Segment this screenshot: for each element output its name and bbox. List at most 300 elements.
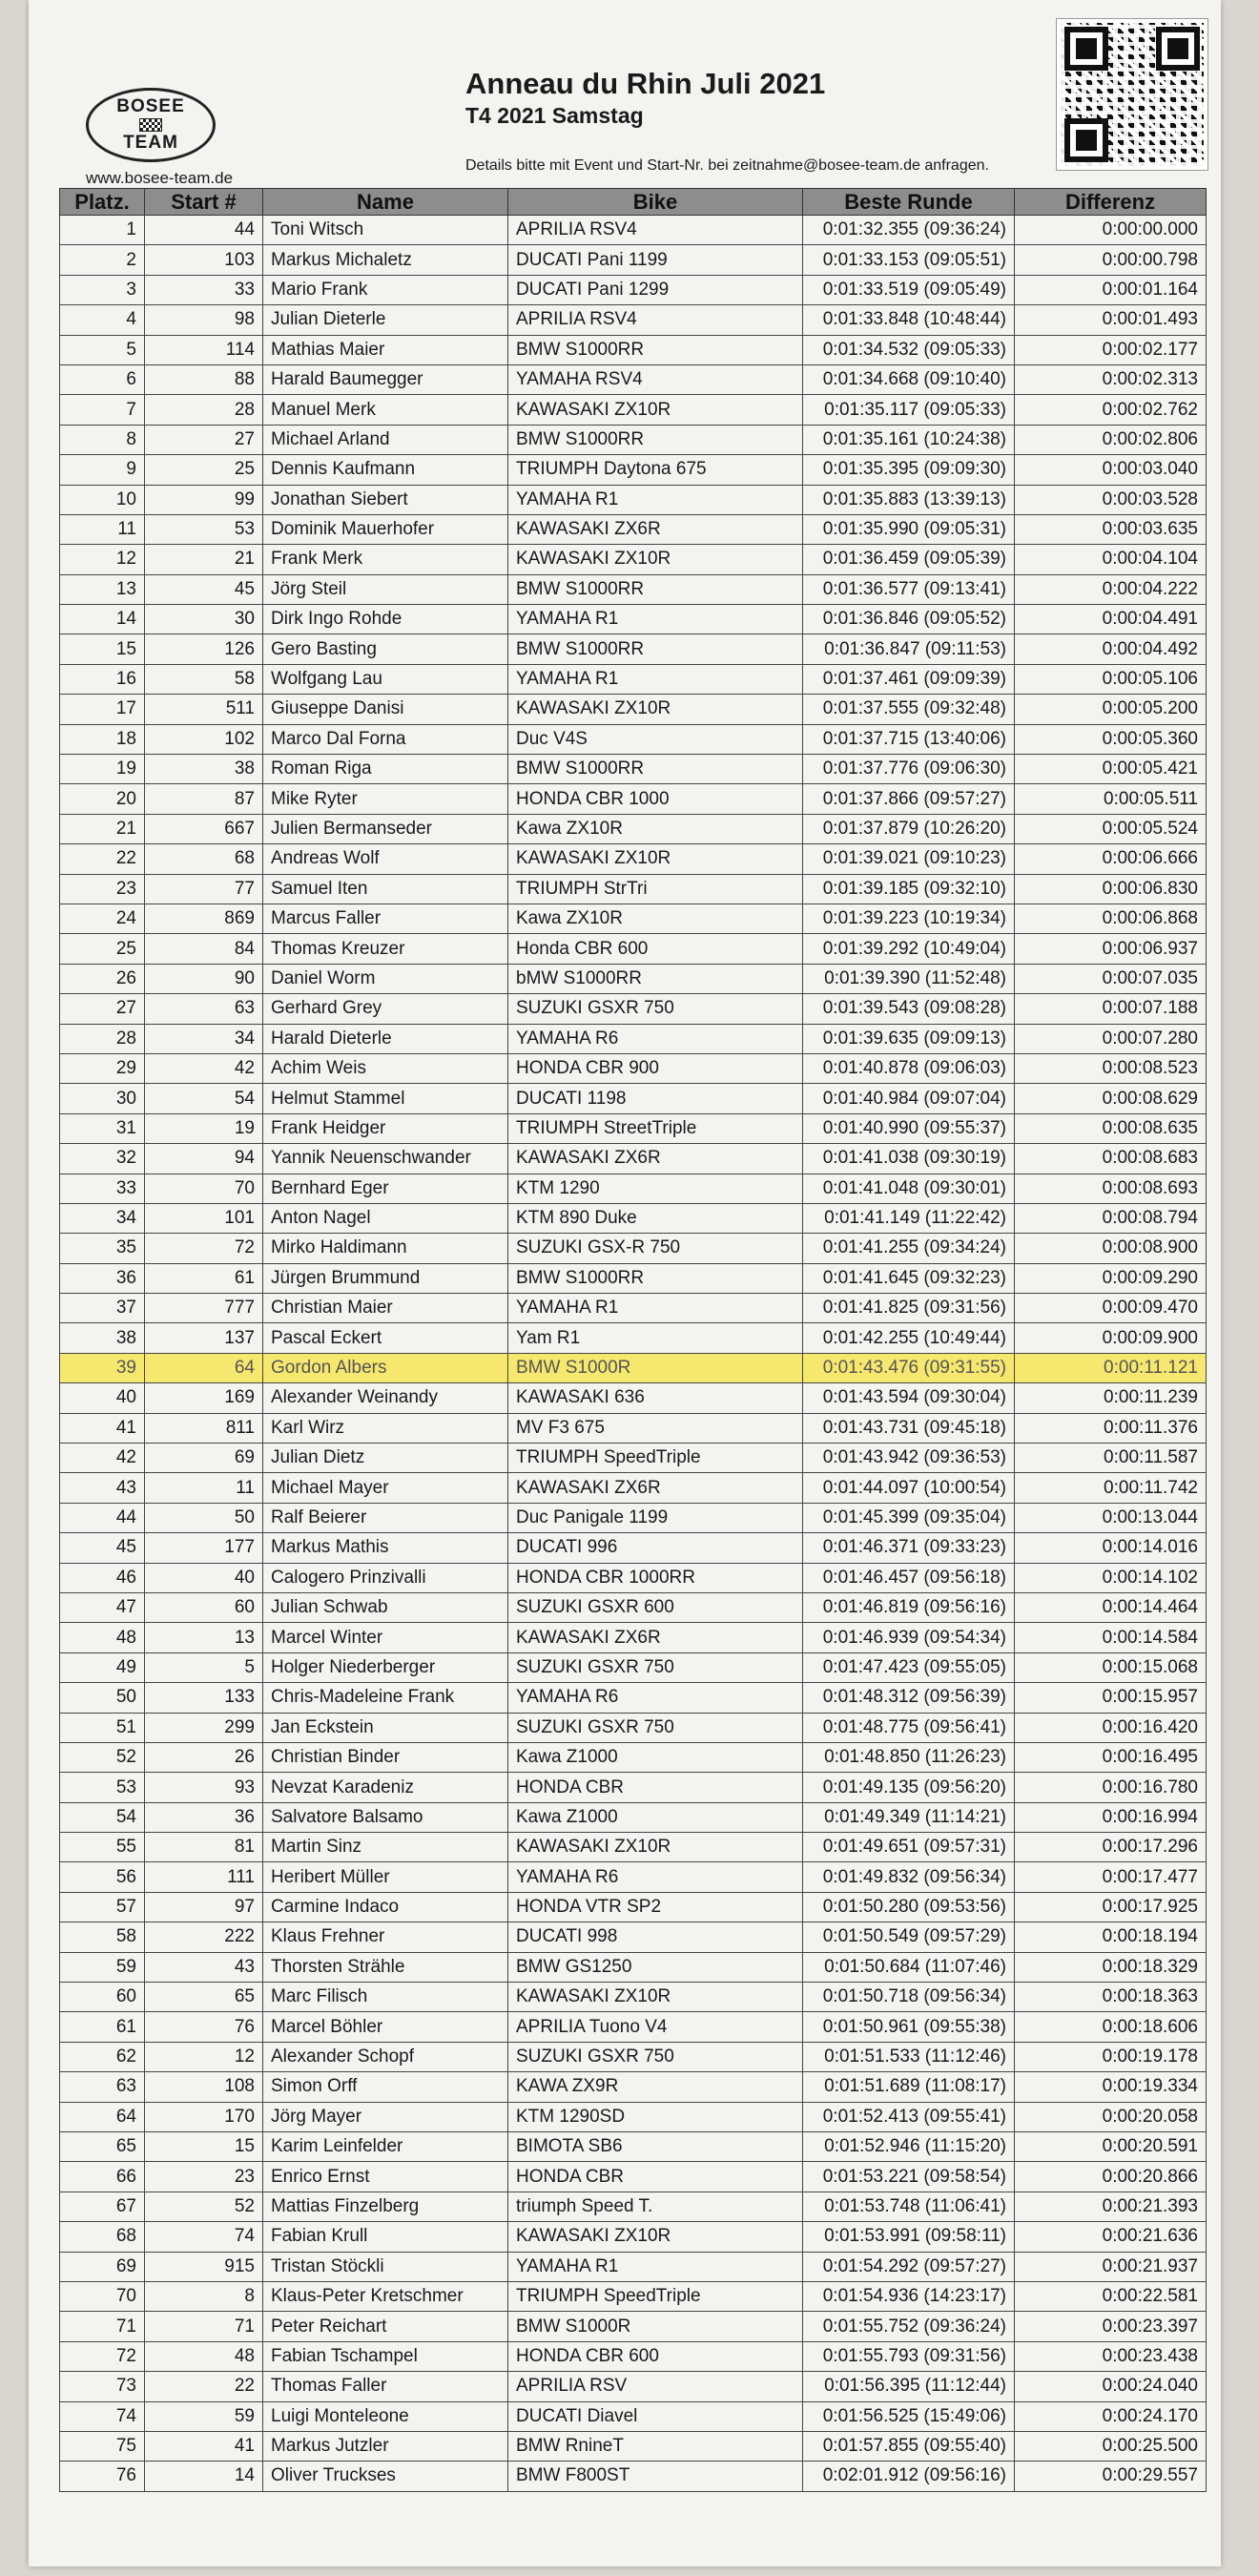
col-header-best-lap: Beste Runde <box>803 189 1015 216</box>
rider-name-cell: Bernhard Eger <box>263 1174 508 1203</box>
start-number-cell: 8 <box>145 2281 263 2311</box>
table-row <box>60 1144 1207 1174</box>
rider-name-cell: Yannik Neuenschwander <box>263 1144 508 1174</box>
bike-cell: SUZUKI GSXR 750 <box>508 1652 803 1682</box>
best-lap-cell: 0:01:35.395 (09:09:30) <box>803 455 1015 485</box>
best-lap-cell: 0:01:51.533 (11:12:46) <box>803 2042 1015 2071</box>
best-lap-cell: 0:01:53.748 (11:06:41) <box>803 2192 1015 2221</box>
bike-cell: BMW S1000RR <box>508 1263 803 1293</box>
rider-name-cell: Frank Heidger <box>263 1113 508 1143</box>
place-cell: 45 <box>60 1533 145 1563</box>
logo-word-bottom: TEAM <box>123 133 178 153</box>
rider-name-cell: Frank Merk <box>263 545 508 574</box>
bike-cell: DUCATI Pani 1199 <box>508 245 803 275</box>
best-lap-cell: 0:01:40.878 (09:06:03) <box>803 1053 1015 1083</box>
best-lap-cell: 0:01:45.399 (09:35:04) <box>803 1503 1015 1532</box>
best-lap-cell: 0:01:54.292 (09:57:27) <box>803 2252 1015 2281</box>
best-lap-cell: 0:01:57.855 (09:55:40) <box>803 2431 1015 2461</box>
details-note: Details bitte mit Event und Start-Nr. bei zeitnahme@bosee-team.de anfragen. <box>465 157 989 174</box>
start-number-cell: 45 <box>145 574 263 604</box>
start-number-cell: 41 <box>145 2431 263 2461</box>
place-cell: 74 <box>60 2401 145 2431</box>
start-number-cell: 21 <box>145 545 263 574</box>
start-number-cell: 15 <box>145 2132 263 2162</box>
bike-cell: YAMAHA RSV4 <box>508 364 803 394</box>
start-number-cell: 81 <box>145 1833 263 1862</box>
rider-name-cell: Chris-Madeleine Frank <box>263 1683 508 1713</box>
place-cell: 53 <box>60 1773 145 1802</box>
table-row <box>60 305 1207 335</box>
rider-name-cell: Daniel Worm <box>263 964 508 993</box>
rider-name-cell: Manuel Merk <box>263 395 508 425</box>
table-row <box>60 1383 1207 1413</box>
start-number-cell: 915 <box>145 2252 263 2281</box>
difference-cell: 0:00:08.794 <box>1015 1203 1207 1233</box>
best-lap-cell: 0:01:34.532 (09:05:33) <box>803 335 1015 364</box>
bike-cell: APRILIA RSV4 <box>508 216 803 245</box>
difference-cell: 0:00:17.296 <box>1015 1833 1207 1862</box>
bike-cell: Kawa ZX10R <box>508 814 803 843</box>
best-lap-cell: 0:01:51.689 (11:08:17) <box>803 2072 1015 2102</box>
table-row <box>60 2462 1207 2491</box>
rider-name-cell: Dirk Ingo Rohde <box>263 605 508 634</box>
difference-cell: 0:00:07.188 <box>1015 994 1207 1024</box>
rider-name-cell: Gordon Albers <box>263 1353 508 1382</box>
place-cell: 8 <box>60 425 145 454</box>
table-row <box>60 1533 1207 1563</box>
table-row <box>60 2132 1207 2162</box>
difference-cell: 0:00:24.040 <box>1015 2372 1207 2401</box>
bike-cell: KAWASAKI ZX10R <box>508 1983 803 2012</box>
place-cell: 32 <box>60 1144 145 1174</box>
table-row <box>60 2431 1207 2461</box>
difference-cell: 0:00:20.866 <box>1015 2162 1207 2192</box>
difference-cell: 0:00:07.035 <box>1015 964 1207 993</box>
start-number-cell: 58 <box>145 664 263 694</box>
start-number-cell: 5 <box>145 1652 263 1682</box>
place-cell: 24 <box>60 904 145 933</box>
table-row <box>60 844 1207 874</box>
rider-name-cell: Helmut Stammel <box>263 1084 508 1113</box>
place-cell: 26 <box>60 964 145 993</box>
bike-cell: DUCATI 998 <box>508 1922 803 1952</box>
best-lap-cell: 0:01:50.549 (09:57:29) <box>803 1922 1015 1952</box>
best-lap-cell: 0:01:41.825 (09:31:56) <box>803 1294 1015 1323</box>
start-number-cell: 12 <box>145 2042 263 2071</box>
place-cell: 10 <box>60 485 145 514</box>
start-number-cell: 94 <box>145 1144 263 1174</box>
bike-cell: KAWASAKI ZX10R <box>508 395 803 425</box>
bike-cell: KTM 1290SD <box>508 2102 803 2131</box>
difference-cell: 0:00:09.290 <box>1015 1263 1207 1293</box>
difference-cell: 0:00:06.830 <box>1015 874 1207 904</box>
difference-cell: 0:00:18.194 <box>1015 1922 1207 1952</box>
place-cell: 37 <box>60 1294 145 1323</box>
place-cell: 56 <box>60 1862 145 1892</box>
rider-name-cell: Dennis Kaufmann <box>263 455 508 485</box>
rider-name-cell: Nevzat Karadeniz <box>263 1773 508 1802</box>
difference-cell: 0:00:11.121 <box>1015 1353 1207 1382</box>
place-cell: 64 <box>60 2102 145 2131</box>
bike-cell: KAWASAKI ZX6R <box>508 1623 803 1652</box>
start-number-cell: 36 <box>145 1802 263 1832</box>
best-lap-cell: 0:01:33.519 (09:05:49) <box>803 275 1015 304</box>
difference-cell: 0:00:08.693 <box>1015 1174 1207 1203</box>
rider-name-cell: Ralf Beierer <box>263 1503 508 1532</box>
rider-name-cell: Marc Filisch <box>263 1983 508 2012</box>
bike-cell: Kawa Z1000 <box>508 1742 803 1772</box>
best-lap-cell: 0:01:49.349 (11:14:21) <box>803 1802 1015 1832</box>
rider-name-cell: Julian Dieterle <box>263 305 508 335</box>
bike-cell: KAWASAKI ZX6R <box>508 1473 803 1503</box>
table-row <box>60 364 1207 394</box>
rider-name-cell: Mattias Finzelberg <box>263 2192 508 2221</box>
rider-name-cell: Gerhard Grey <box>263 994 508 1024</box>
difference-cell: 0:00:05.360 <box>1015 724 1207 754</box>
rider-name-cell: Achim Weis <box>263 1053 508 1083</box>
table-row <box>60 1323 1207 1353</box>
best-lap-cell: 0:01:50.684 (11:07:46) <box>803 1952 1015 1982</box>
bike-cell: KAWASAKI 636 <box>508 1383 803 1413</box>
difference-cell: 0:00:04.222 <box>1015 574 1207 604</box>
col-header-place: Platz. <box>60 189 145 216</box>
page-subtitle: T4 2021 Samstag <box>465 103 644 128</box>
start-number-cell: 22 <box>145 2372 263 2401</box>
best-lap-cell: 0:01:41.645 (09:32:23) <box>803 1263 1015 1293</box>
best-lap-cell: 0:01:50.280 (09:53:56) <box>803 1892 1015 1922</box>
start-number-cell: 84 <box>145 934 263 964</box>
start-number-cell: 170 <box>145 2102 263 2131</box>
bike-cell: BMW S1000RR <box>508 755 803 784</box>
rider-name-cell: Thomas Faller <box>263 2372 508 2401</box>
place-cell: 38 <box>60 1323 145 1353</box>
rider-name-cell: Martin Sinz <box>263 1833 508 1862</box>
start-number-cell: 38 <box>145 755 263 784</box>
table-row <box>60 814 1207 843</box>
bike-cell: APRILIA RSV <box>508 2372 803 2401</box>
start-number-cell: 59 <box>145 2401 263 2431</box>
difference-cell: 0:00:11.742 <box>1015 1473 1207 1503</box>
start-number-cell: 90 <box>145 964 263 993</box>
start-number-cell: 23 <box>145 2162 263 2192</box>
rider-name-cell: Julian Dietz <box>263 1444 508 1473</box>
difference-cell: 0:00:03.040 <box>1015 455 1207 485</box>
best-lap-cell: 0:01:37.776 (09:06:30) <box>803 755 1015 784</box>
rider-name-cell: Jörg Mayer <box>263 2102 508 2131</box>
table-row <box>60 335 1207 364</box>
place-cell: 23 <box>60 874 145 904</box>
difference-cell: 0:00:11.376 <box>1015 1413 1207 1443</box>
best-lap-cell: 0:01:41.255 (09:34:24) <box>803 1234 1015 1263</box>
difference-cell: 0:00:09.470 <box>1015 1294 1207 1323</box>
table-row <box>60 1413 1207 1443</box>
best-lap-cell: 0:01:36.577 (09:13:41) <box>803 574 1015 604</box>
start-number-cell: 103 <box>145 245 263 275</box>
difference-cell: 0:00:13.044 <box>1015 1503 1207 1532</box>
rider-name-cell: Wolfgang Lau <box>263 664 508 694</box>
table-row <box>60 2072 1207 2102</box>
best-lap-cell: 0:01:56.395 (11:12:44) <box>803 2372 1015 2401</box>
best-lap-cell: 0:01:49.651 (09:57:31) <box>803 1833 1015 1862</box>
start-number-cell: 811 <box>145 1413 263 1443</box>
table-row <box>60 455 1207 485</box>
start-number-cell: 97 <box>145 1892 263 1922</box>
start-number-cell: 13 <box>145 1623 263 1652</box>
difference-cell: 0:00:03.635 <box>1015 514 1207 544</box>
place-cell: 25 <box>60 934 145 964</box>
rider-name-cell: Jan Eckstein <box>263 1713 508 1742</box>
rider-name-cell: Oliver Truckses <box>263 2462 508 2491</box>
start-number-cell: 777 <box>145 1294 263 1323</box>
difference-cell: 0:00:14.016 <box>1015 1533 1207 1563</box>
bike-cell: KAWASAKI ZX10R <box>508 844 803 874</box>
rider-name-cell: Michael Arland <box>263 425 508 454</box>
table-row <box>60 245 1207 275</box>
bike-cell: SUZUKI GSXR 750 <box>508 1713 803 1742</box>
difference-cell: 0:00:02.313 <box>1015 364 1207 394</box>
start-number-cell: 102 <box>145 724 263 754</box>
place-cell: 72 <box>60 2341 145 2371</box>
table-row <box>60 1024 1207 1053</box>
rider-name-cell: Enrico Ernst <box>263 2162 508 2192</box>
table-row <box>60 634 1207 664</box>
best-lap-cell: 0:01:37.866 (09:57:27) <box>803 784 1015 814</box>
difference-cell: 0:00:06.868 <box>1015 904 1207 933</box>
bike-cell: BMW S1000RR <box>508 634 803 664</box>
table-row <box>60 514 1207 544</box>
rider-name-cell: Fabian Tschampel <box>263 2341 508 2371</box>
difference-cell: 0:00:20.591 <box>1015 2132 1207 2162</box>
bike-cell: KAWASAKI ZX10R <box>508 545 803 574</box>
best-lap-cell: 0:01:37.555 (09:32:48) <box>803 695 1015 724</box>
bike-cell: YAMAHA R6 <box>508 1862 803 1892</box>
difference-cell: 0:00:16.420 <box>1015 1713 1207 1742</box>
table-row <box>60 485 1207 514</box>
col-header-start: Start # <box>145 189 263 216</box>
table-row <box>60 2401 1207 2431</box>
table-row <box>60 1652 1207 1682</box>
table-row <box>60 1623 1207 1652</box>
difference-cell: 0:00:21.937 <box>1015 2252 1207 2281</box>
results-table <box>59 188 1207 2492</box>
place-cell: 12 <box>60 545 145 574</box>
place-cell: 52 <box>60 1742 145 1772</box>
col-header-difference: Differenz <box>1015 189 1207 216</box>
bike-cell: YAMAHA R1 <box>508 664 803 694</box>
table-row <box>60 724 1207 754</box>
table-row <box>60 784 1207 814</box>
start-number-cell: 50 <box>145 1503 263 1532</box>
table-row <box>60 1592 1207 1622</box>
best-lap-cell: 0:01:49.832 (09:56:34) <box>803 1862 1015 1892</box>
place-cell: 46 <box>60 1563 145 1592</box>
rider-name-cell: Giuseppe Danisi <box>263 695 508 724</box>
rider-name-cell: Christian Maier <box>263 1294 508 1323</box>
start-number-cell: 42 <box>145 1053 263 1083</box>
table-row <box>60 2252 1207 2281</box>
table-row <box>60 1174 1207 1203</box>
difference-cell: 0:00:05.421 <box>1015 755 1207 784</box>
difference-cell: 0:00:00.798 <box>1015 245 1207 275</box>
difference-cell: 0:00:05.106 <box>1015 664 1207 694</box>
start-number-cell: 65 <box>145 1983 263 2012</box>
difference-cell: 0:00:00.000 <box>1015 216 1207 245</box>
place-cell: 2 <box>60 245 145 275</box>
start-number-cell: 299 <box>145 1713 263 1742</box>
place-cell: 41 <box>60 1413 145 1443</box>
place-cell: 1 <box>60 216 145 245</box>
table-row <box>60 695 1207 724</box>
table-row <box>60 2312 1207 2341</box>
bike-cell: Duc Panigale 1199 <box>508 1503 803 1532</box>
rider-name-cell: Mike Ryter <box>263 784 508 814</box>
start-number-cell: 71 <box>145 2312 263 2341</box>
place-cell: 70 <box>60 2281 145 2311</box>
start-number-cell: 27 <box>145 425 263 454</box>
place-cell: 28 <box>60 1024 145 1053</box>
best-lap-cell: 0:01:44.097 (10:00:54) <box>803 1473 1015 1503</box>
bike-cell: BMW GS1250 <box>508 1952 803 1982</box>
place-cell: 62 <box>60 2042 145 2071</box>
difference-cell: 0:00:21.636 <box>1015 2222 1207 2252</box>
best-lap-cell: 0:01:46.819 (09:56:16) <box>803 1592 1015 1622</box>
table-row <box>60 574 1207 604</box>
bike-cell: KAWASAKI ZX6R <box>508 514 803 544</box>
difference-cell: 0:00:05.200 <box>1015 695 1207 724</box>
difference-cell: 0:00:19.334 <box>1015 2072 1207 2102</box>
difference-cell: 0:00:04.492 <box>1015 634 1207 664</box>
rider-name-cell: Mathias Maier <box>263 335 508 364</box>
table-row <box>60 395 1207 425</box>
rider-name-cell: Harald Baumegger <box>263 364 508 394</box>
bike-cell: SUZUKI GSXR 750 <box>508 994 803 1024</box>
best-lap-cell: 0:01:43.594 (09:30:04) <box>803 1383 1015 1413</box>
best-lap-cell: 0:01:39.635 (09:09:13) <box>803 1024 1015 1053</box>
rider-name-cell: Samuel Iten <box>263 874 508 904</box>
table-row <box>60 1263 1207 1293</box>
rider-name-cell: Michael Mayer <box>263 1473 508 1503</box>
best-lap-cell: 0:01:55.793 (09:31:56) <box>803 2341 1015 2371</box>
difference-cell: 0:00:02.177 <box>1015 335 1207 364</box>
bike-cell: KTM 890 Duke <box>508 1203 803 1233</box>
best-lap-cell: 0:01:49.135 (09:56:20) <box>803 1773 1015 1802</box>
rider-name-cell: Holger Niederberger <box>263 1652 508 1682</box>
table-row <box>60 1473 1207 1503</box>
table-row <box>60 2281 1207 2311</box>
start-number-cell: 169 <box>145 1383 263 1413</box>
rider-name-cell: Dominik Mauerhofer <box>263 514 508 544</box>
start-number-cell: 34 <box>145 1024 263 1053</box>
difference-cell: 0:00:16.994 <box>1015 1802 1207 1832</box>
website-url: www.bosee-team.de <box>86 169 234 187</box>
table-row <box>60 216 1207 245</box>
bike-cell: bMW S1000RR <box>508 964 803 993</box>
bike-cell: TRIUMPH StreetTriple <box>508 1113 803 1143</box>
table-row <box>60 1773 1207 1802</box>
table-row <box>60 1563 1207 1592</box>
start-number-cell: 48 <box>145 2341 263 2371</box>
table-row <box>60 1713 1207 1742</box>
best-lap-cell: 0:01:35.990 (09:05:31) <box>803 514 1015 544</box>
best-lap-cell: 0:01:46.371 (09:33:23) <box>803 1533 1015 1563</box>
difference-cell: 0:00:18.363 <box>1015 1983 1207 2012</box>
place-cell: 15 <box>60 634 145 664</box>
best-lap-cell: 0:01:54.936 (14:23:17) <box>803 2281 1015 2311</box>
rider-name-cell: Karim Leinfelder <box>263 2132 508 2162</box>
table-row <box>60 2012 1207 2042</box>
difference-cell: 0:00:21.393 <box>1015 2192 1207 2221</box>
difference-cell: 0:00:04.104 <box>1015 545 1207 574</box>
place-cell: 47 <box>60 1592 145 1622</box>
start-number-cell: 101 <box>145 1203 263 1233</box>
start-number-cell: 177 <box>145 1533 263 1563</box>
table-row <box>60 275 1207 304</box>
bike-cell: YAMAHA R6 <box>508 1683 803 1713</box>
place-cell: 57 <box>60 1892 145 1922</box>
best-lap-cell: 0:01:35.883 (13:39:13) <box>803 485 1015 514</box>
difference-cell: 0:00:14.102 <box>1015 1563 1207 1592</box>
difference-cell: 0:00:24.170 <box>1015 2401 1207 2431</box>
difference-cell: 0:00:06.666 <box>1015 844 1207 874</box>
best-lap-cell: 0:01:40.990 (09:55:37) <box>803 1113 1015 1143</box>
place-cell: 31 <box>60 1113 145 1143</box>
table-row <box>60 1084 1207 1113</box>
table-row <box>60 2372 1207 2401</box>
best-lap-cell: 0:01:48.775 (09:56:41) <box>803 1713 1015 1742</box>
rider-name-cell: Marco Dal Forna <box>263 724 508 754</box>
place-cell: 49 <box>60 1652 145 1682</box>
rider-name-cell: Marcel Winter <box>263 1623 508 1652</box>
bike-cell: YAMAHA R6 <box>508 1024 803 1053</box>
difference-cell: 0:00:23.438 <box>1015 2341 1207 2371</box>
place-cell: 71 <box>60 2312 145 2341</box>
table-row <box>60 1892 1207 1922</box>
start-number-cell: 64 <box>145 1353 263 1382</box>
place-cell: 43 <box>60 1473 145 1503</box>
bike-cell: KAWASAKI ZX10R <box>508 695 803 724</box>
place-cell: 14 <box>60 605 145 634</box>
start-number-cell: 14 <box>145 2462 263 2491</box>
table-row <box>60 2341 1207 2371</box>
place-cell: 63 <box>60 2072 145 2102</box>
bike-cell: HONDA CBR 900 <box>508 1053 803 1083</box>
rider-name-cell: Andreas Wolf <box>263 844 508 874</box>
bike-cell: KAWA ZX9R <box>508 2072 803 2102</box>
place-cell: 16 <box>60 664 145 694</box>
best-lap-cell: 0:01:48.850 (11:26:23) <box>803 1742 1015 1772</box>
start-number-cell: 667 <box>145 814 263 843</box>
rider-name-cell: Mario Frank <box>263 275 508 304</box>
start-number-cell: 33 <box>145 275 263 304</box>
difference-cell: 0:00:19.178 <box>1015 2042 1207 2071</box>
col-header-bike: Bike <box>508 189 803 216</box>
table-row <box>60 1503 1207 1532</box>
bike-cell: KAWASAKI ZX10R <box>508 2222 803 2252</box>
start-number-cell: 222 <box>145 1922 263 1952</box>
place-cell: 42 <box>60 1444 145 1473</box>
rider-name-cell: Pascal Eckert <box>263 1323 508 1353</box>
best-lap-cell: 0:01:41.048 (09:30:01) <box>803 1174 1015 1203</box>
start-number-cell: 61 <box>145 1263 263 1293</box>
bike-cell: KAWASAKI ZX6R <box>508 1144 803 1174</box>
bike-cell: HONDA VTR SP2 <box>508 1892 803 1922</box>
page-title: Anneau du Rhin Juli 2021 <box>465 67 826 100</box>
best-lap-cell: 0:01:53.991 (09:58:11) <box>803 2222 1015 2252</box>
place-cell: 6 <box>60 364 145 394</box>
table-row <box>60 1113 1207 1143</box>
bike-cell: TRIUMPH SpeedTriple <box>508 1444 803 1473</box>
start-number-cell: 44 <box>145 216 263 245</box>
